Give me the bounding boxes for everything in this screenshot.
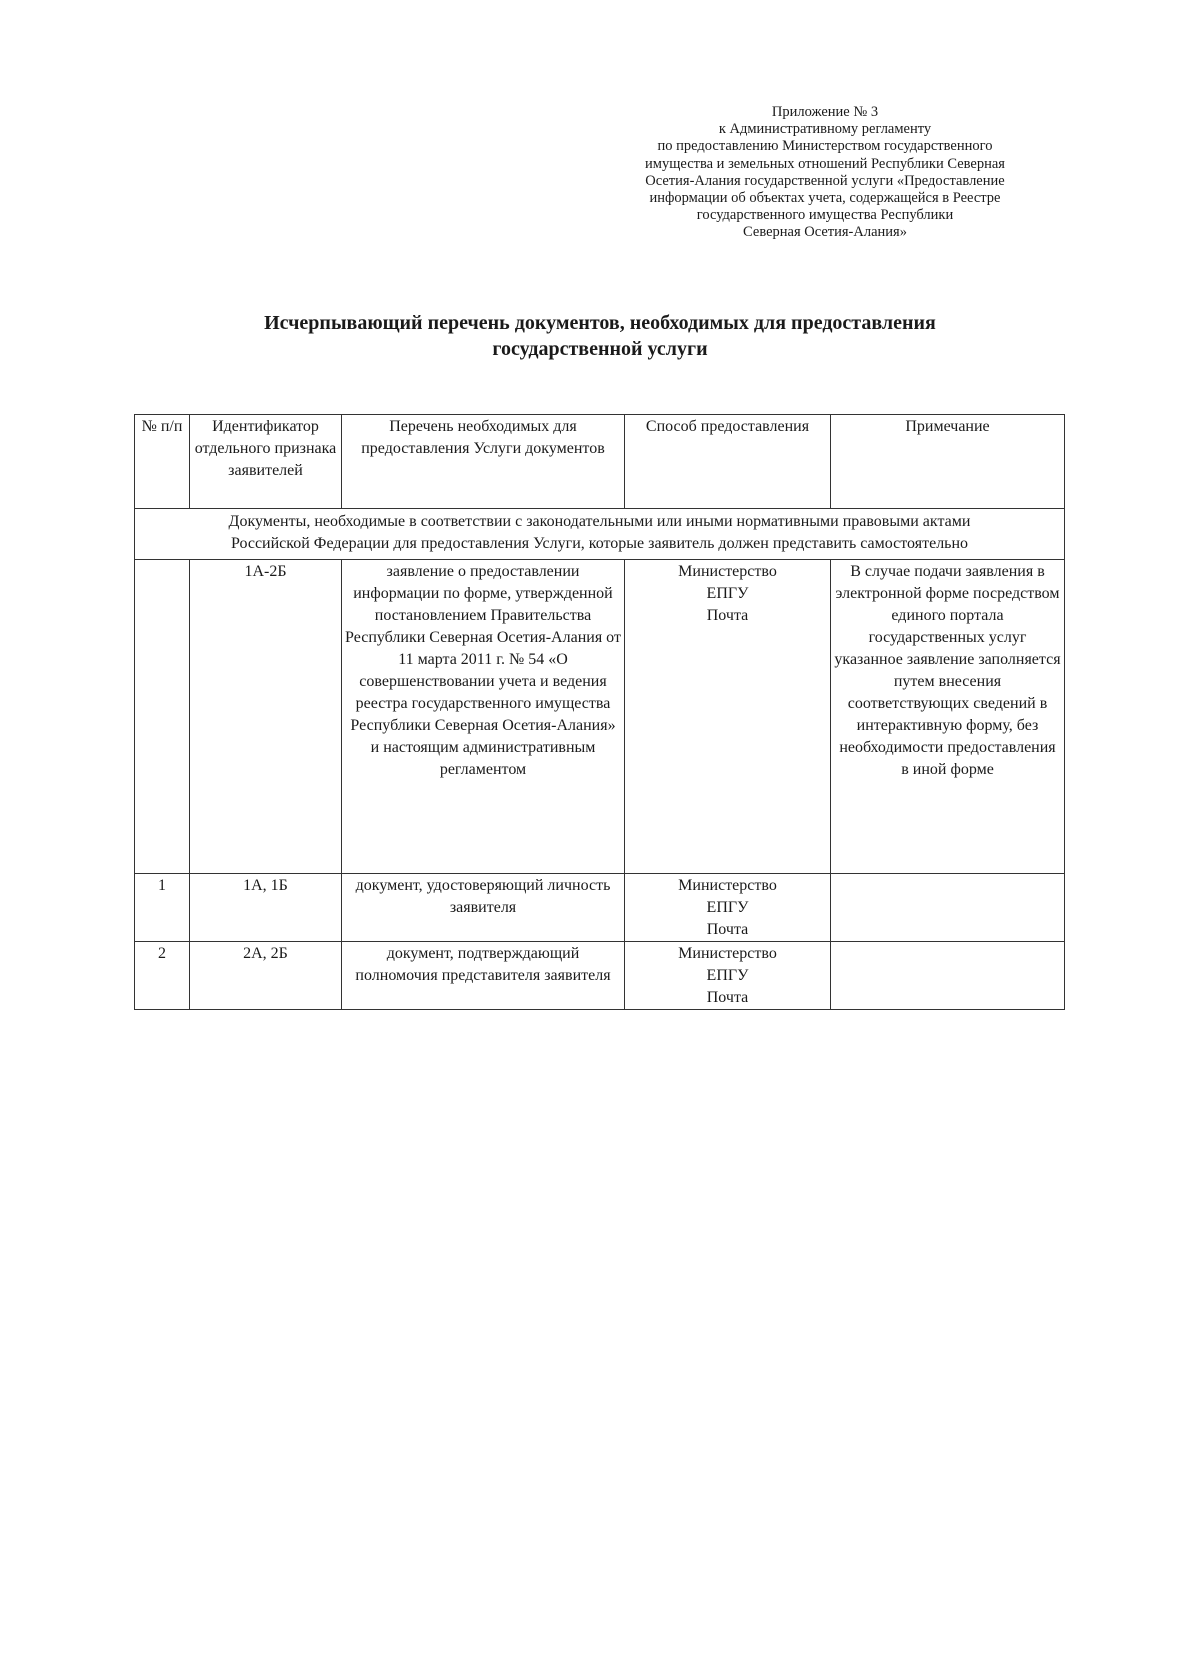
document-title-line: государственной услуги	[492, 338, 708, 360]
table-row	[135, 874, 1065, 942]
method-item: Почта	[706, 989, 749, 1006]
method-item: ЕПГУ	[706, 899, 749, 916]
method-item: Почта	[706, 921, 749, 938]
documents-table	[134, 414, 1065, 1010]
section-line: Документы, необходимые в соответствии с законодательными или иными нормативными правовыми актами	[228, 513, 971, 530]
appendix-line: Осетия-Алания государственной услуги «Предоставление	[645, 172, 1005, 189]
cell-num: 2	[135, 942, 190, 1010]
method-item: Почта	[706, 607, 749, 624]
appendix-line: Приложение № 3	[771, 104, 879, 120]
appendix-line: государственного имущества Республики	[696, 207, 954, 224]
cell-document: документ, подтверждающий полномочия представителя заявителя	[342, 942, 625, 1010]
table-row	[135, 560, 1065, 874]
cell-num	[135, 560, 190, 874]
cell-note: В случае подачи заявления в электронной форме посредством единого портала государственных услуг указанное заявление заполняется путем внесения соответствующих сведений в интерактивную форму, без необходимости предоставления в иной форме	[831, 560, 1065, 874]
method-item: Министерство	[678, 877, 777, 894]
table-header-row	[135, 415, 1065, 509]
cell-document: документ, удостоверяющий личность заявителя	[342, 874, 625, 942]
appendix-line: по предоставлению Министерством государственного	[657, 138, 993, 155]
cell-identifier: 2А, 2Б	[190, 942, 342, 1010]
cell-document: заявление о предоставлении информации по форме, утвержденной постановлением Правительства Республики Северная Осетия-Алания от 11 марта 2011 г. № 54 «О совершенствовании учета и ведения реестра государственного имущества Республики Северная Осетия-Алания» и настоящим административным регламентом	[342, 560, 625, 874]
appendix-line: Северная Осетия-Алания»	[743, 224, 907, 241]
cell-note	[831, 874, 1065, 942]
method-item: Министерство	[678, 563, 777, 580]
method-item: Министерство	[678, 945, 777, 962]
cell-method	[625, 560, 831, 874]
header-note: Примечание	[831, 415, 1065, 509]
section-row	[135, 509, 1065, 560]
cell-method	[625, 874, 831, 942]
header-method: Способ предоставления	[625, 415, 831, 509]
section-cell	[135, 509, 1065, 560]
appendix-line: к Административному регламенту	[718, 121, 932, 138]
cell-num: 1	[135, 874, 190, 942]
document-title	[130, 310, 1070, 362]
cell-note	[831, 942, 1065, 1010]
method-item: ЕПГУ	[706, 967, 749, 984]
header-num: № п/п	[135, 415, 190, 509]
cell-identifier: 1А, 1Б	[190, 874, 342, 942]
appendix-line: имущества и земельных отношений Республики Северная	[645, 155, 1005, 172]
header-identifier: Идентификатор отдельного признака заявителей	[190, 415, 342, 509]
cell-method	[625, 942, 831, 1010]
document-title-line: Исчерпывающий перечень документов, необходимых для предоставления	[264, 312, 936, 334]
appendix-line: информации об объектах учета, содержащейся в Реестре	[649, 190, 1001, 207]
header-documents: Перечень необходимых для предоставления Услуги документов	[342, 415, 625, 509]
table-row	[135, 942, 1065, 1010]
appendix-block	[590, 104, 1060, 242]
cell-identifier: 1А-2Б	[190, 560, 342, 874]
section-line: Российской Федерации для предоставления Услуги, которые заявитель должен представить самостоятельно	[230, 535, 969, 552]
method-item: ЕПГУ	[706, 585, 749, 602]
